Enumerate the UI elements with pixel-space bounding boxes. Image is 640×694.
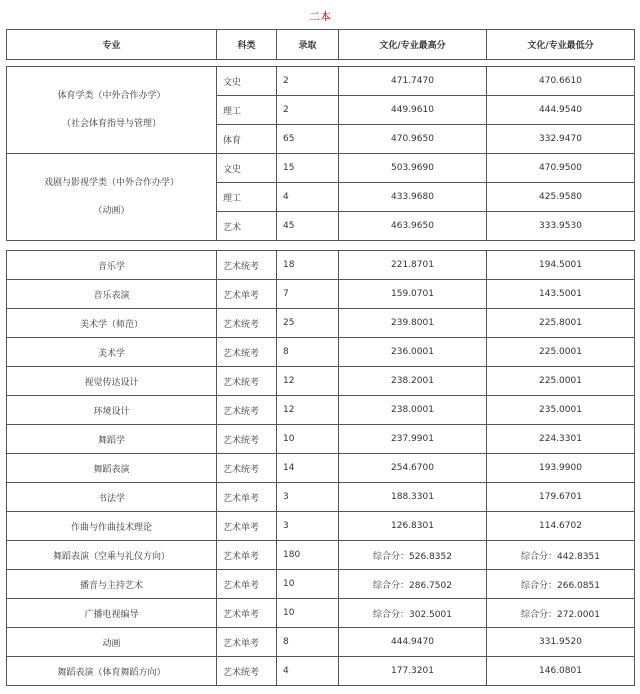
min-score-cell: 综合分：272.0001: [487, 599, 635, 628]
major-cell: 音乐表演: [7, 280, 217, 309]
header-major: 专业: [7, 30, 217, 60]
admitted-cell: 2: [277, 96, 339, 125]
admitted-cell: 25: [277, 309, 339, 338]
max-score-cell: 433.9680: [339, 183, 487, 212]
category-cell: 体育: [217, 125, 277, 154]
table-row: [7, 541, 635, 570]
table-row: [7, 338, 635, 367]
major-cell: 舞蹈表演: [7, 454, 217, 483]
max-score-cell: 254.6700: [339, 454, 487, 483]
admitted-cell: 10: [277, 570, 339, 599]
category-cell: 艺术统考: [217, 251, 277, 280]
max-score-cell: 471.7470: [339, 67, 487, 96]
group-major-line: 戏剧与影视学类（中外合作办学）: [43, 178, 179, 188]
min-score-cell: 444.9540: [487, 96, 635, 125]
max-score-cell: 221.8701: [339, 251, 487, 280]
min-score-cell: 225.0001: [487, 338, 635, 367]
category-cell: 艺术: [217, 212, 277, 241]
max-score-cell: 449.9610: [339, 96, 487, 125]
category-cell: 艺术单考: [217, 512, 277, 541]
max-score-cell: 238.0001: [339, 396, 487, 425]
category-cell: 艺术统考: [217, 454, 277, 483]
max-score-cell: 188.3301: [339, 483, 487, 512]
major-cell: 舞蹈学: [7, 425, 217, 454]
min-score-cell: 332.9470: [487, 125, 635, 154]
table-row: [7, 483, 635, 512]
admitted-cell: 4: [277, 183, 339, 212]
min-score-cell: 470.6610: [487, 67, 635, 96]
admitted-cell: 3: [277, 483, 339, 512]
category-cell: 理工: [217, 183, 277, 212]
min-score-cell: 331.9520: [487, 628, 635, 657]
group-major-cell: [7, 154, 217, 241]
table-row: [7, 512, 635, 541]
major-cell: 作曲与作曲技术理论: [7, 512, 217, 541]
table-row: [7, 396, 635, 425]
min-score-cell: 224.3301: [487, 425, 635, 454]
max-score-cell: 239.8001: [339, 309, 487, 338]
admitted-cell: 3: [277, 512, 339, 541]
table-row: [7, 454, 635, 483]
admitted-cell: 12: [277, 367, 339, 396]
category-cell: 艺术统考: [217, 367, 277, 396]
min-score-cell: 综合分：442.8351: [487, 541, 635, 570]
admitted-cell: 10: [277, 425, 339, 454]
major-cell: 广播电视编导: [7, 599, 217, 628]
min-score-cell: 333.9530: [487, 212, 635, 241]
max-score-cell: 503.9690: [339, 154, 487, 183]
admitted-cell: 180: [277, 541, 339, 570]
max-score-cell: 470.9650: [339, 125, 487, 154]
table-row: [7, 367, 635, 396]
admitted-cell: 18: [277, 251, 339, 280]
table-row: [7, 154, 635, 183]
admitted-cell: 12: [277, 396, 339, 425]
min-score-cell: 143.5001: [487, 280, 635, 309]
category-cell: 艺术单考: [217, 483, 277, 512]
major-cell: 书法学: [7, 483, 217, 512]
admitted-cell: 45: [277, 212, 339, 241]
category-cell: 艺术单考: [217, 541, 277, 570]
major-cell: 视觉传达设计: [7, 367, 217, 396]
max-score-cell: 444.9470: [339, 628, 487, 657]
min-score-cell: 146.0801: [487, 657, 635, 686]
category-cell: 艺术统考: [217, 309, 277, 338]
max-score-cell: 237.9901: [339, 425, 487, 454]
group-table: [6, 66, 635, 241]
table-row: [7, 628, 635, 657]
category-cell: 文史: [217, 154, 277, 183]
max-score-cell: 463.9650: [339, 212, 487, 241]
category-cell: 艺术单考: [217, 280, 277, 309]
max-score-cell: 综合分：526.8352: [339, 541, 487, 570]
table-row: [7, 657, 635, 686]
admitted-cell: 2: [277, 67, 339, 96]
admitted-cell: 8: [277, 338, 339, 367]
category-cell: 艺术统考: [217, 396, 277, 425]
header-category: 科类: [217, 30, 277, 60]
major-cell: 舞蹈表演（体育舞蹈方向）: [7, 657, 217, 686]
max-score-cell: 177.3201: [339, 657, 487, 686]
group-major-cell: [7, 67, 217, 154]
header-admitted: 录取: [277, 30, 339, 60]
header-row: [7, 30, 635, 60]
table-title: 二本: [309, 10, 331, 23]
category-cell: 文史: [217, 67, 277, 96]
min-score-cell: 235.0001: [487, 396, 635, 425]
table-row: [7, 67, 635, 96]
category-cell: 艺术统考: [217, 657, 277, 686]
admitted-cell: 8: [277, 628, 339, 657]
table-row: [7, 280, 635, 309]
category-cell: 艺术统考: [217, 425, 277, 454]
header-table: [6, 29, 635, 60]
major-cell: 音乐学: [7, 251, 217, 280]
table-row: [7, 425, 635, 454]
major-cell: 美术学（师范）: [7, 309, 217, 338]
group-major-line: （社会体育指导与管理）: [61, 119, 161, 129]
admitted-cell: 7: [277, 280, 339, 309]
min-score-cell: 470.9500: [487, 154, 635, 183]
category-cell: 艺术单考: [217, 599, 277, 628]
category-cell: 理工: [217, 96, 277, 125]
major-cell: 播音与主持艺术: [7, 570, 217, 599]
major-cell: 舞蹈表演（空乘与礼仪方向）: [7, 541, 217, 570]
max-score-cell: 238.2001: [339, 367, 487, 396]
admitted-cell: 10: [277, 599, 339, 628]
min-score-cell: 225.0001: [487, 367, 635, 396]
admitted-cell: 4: [277, 657, 339, 686]
admitted-cell: 14: [277, 454, 339, 483]
max-score-cell: 综合分：286.7502: [339, 570, 487, 599]
min-score-cell: 综合分：266.0851: [487, 570, 635, 599]
max-score-cell: 159.0701: [339, 280, 487, 309]
min-score-cell: 425.9580: [487, 183, 635, 212]
major-table: [6, 250, 635, 686]
category-cell: 艺术单考: [217, 628, 277, 657]
category-cell: 艺术统考: [217, 338, 277, 367]
table-row: [7, 599, 635, 628]
header-min-score: 文化/专业最低分: [487, 30, 635, 60]
max-score-cell: 236.0001: [339, 338, 487, 367]
min-score-cell: 225.8001: [487, 309, 635, 338]
header-max-score: 文化/专业最高分: [339, 30, 487, 60]
max-score-cell: 126.8301: [339, 512, 487, 541]
group-major-line: 体育学类（中外合作办学）: [57, 91, 166, 101]
table-row: [7, 309, 635, 338]
table-row: [7, 570, 635, 599]
category-cell: 艺术单考: [217, 570, 277, 599]
admitted-cell: 65: [277, 125, 339, 154]
major-cell: 美术学: [7, 338, 217, 367]
major-cell: 环境设计: [7, 396, 217, 425]
min-score-cell: 114.6702: [487, 512, 635, 541]
group-major-line: （动画）: [93, 206, 130, 216]
min-score-cell: 179.6701: [487, 483, 635, 512]
major-cell: 动画: [7, 628, 217, 657]
min-score-cell: 194.5001: [487, 251, 635, 280]
max-score-cell: 综合分：302.5001: [339, 599, 487, 628]
admitted-cell: 15: [277, 154, 339, 183]
min-score-cell: 193.9900: [487, 454, 635, 483]
table-row: [7, 251, 635, 280]
